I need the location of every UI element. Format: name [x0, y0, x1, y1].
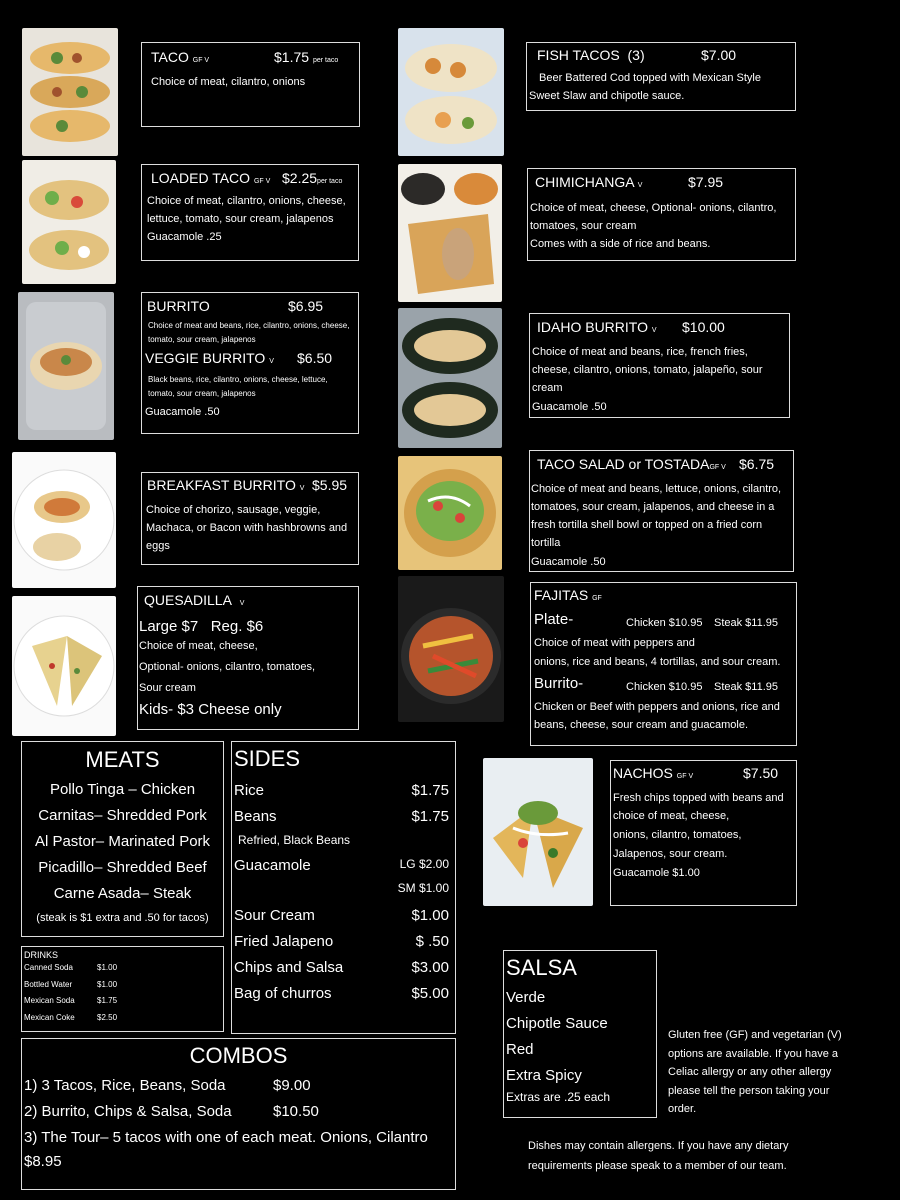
fajitas-burrito-steak-price: Steak $11.95	[714, 681, 779, 693]
fish-tacos-photo	[398, 28, 504, 156]
item-price: $2.25	[282, 170, 318, 186]
dietary-tags: GF V	[192, 57, 210, 64]
idaho-burrito-photo	[398, 308, 502, 448]
dietary-tags: V	[651, 327, 657, 334]
guacamole-addon: Guacamole $1.00	[613, 867, 700, 879]
sides-title: SIDES	[234, 746, 301, 771]
guacamole-addon: Guacamole .50	[532, 401, 607, 413]
item-price: $7.50	[743, 765, 779, 781]
combo-price: $8.95	[24, 1153, 62, 1170]
salsa-item: Chipotle Sauce	[506, 1015, 608, 1032]
guacamole-addon: Guacamole .50	[531, 556, 606, 568]
drink-row	[24, 963, 221, 980]
item-description: Choice of meat, cheese, Optional- onions, cilantro, tomatoes, sour cream	[530, 202, 777, 232]
item-description: Choice of meat and beans, rice, cilantro, onions, cheese, tomato, sour cream, jalapenos	[148, 321, 350, 344]
drink-price: $2.50	[97, 1012, 118, 1022]
item-name: TACO	[151, 49, 189, 65]
fajitas-plate-description-cont: onions, rice and beans, 4 tortillas, and sour cream.	[534, 656, 781, 668]
salsa-item: Verde	[506, 989, 546, 1006]
dietary-tags: V	[269, 358, 274, 365]
quesadilla-box	[137, 586, 359, 730]
fajitas-plate-description: Choice of meat with peppers and	[534, 637, 695, 649]
guacamole-addon: Guacamole .25	[147, 231, 222, 243]
item-price: $1.75	[274, 49, 310, 65]
side-price: $ .50	[415, 933, 449, 950]
item-name: FISH TACOS (3)	[537, 47, 645, 63]
idaho-burrito-box	[529, 313, 790, 418]
quesadilla-sizes: Large $7 Reg. $6	[139, 618, 264, 635]
combo-price: $10.50	[273, 1103, 319, 1120]
item-name: TACO SALAD or TOSTADA	[537, 456, 710, 472]
item-name: BURRITO	[147, 298, 210, 314]
dietary-tags: V	[299, 485, 305, 492]
drinks-title: DRINKS	[24, 950, 59, 960]
item-price: $6.95	[288, 298, 324, 314]
side-price: LG $2.00	[399, 857, 449, 871]
side-name: Guacamole	[234, 857, 311, 874]
item-price: $7.00	[701, 47, 737, 63]
drink-name: Bottled Water	[24, 979, 73, 989]
fajitas-burrito-description: Chicken or Beef with peppers and onions, rice and beans, cheese, sour cream and guacamole.	[534, 701, 780, 731]
meats-title: MEATS	[85, 747, 160, 772]
meat-item: Pollo Tinga – Chicken	[49, 781, 196, 798]
breakfast-burrito-box	[141, 472, 359, 565]
burrito-box	[141, 292, 359, 434]
fajitas-plate-chicken-price: Chicken $10.95	[626, 617, 703, 629]
fish-tacos-box	[526, 42, 796, 111]
item-name: BREAKFAST BURRITO	[147, 477, 296, 493]
kids-option: Kids- $3 Cheese only	[139, 701, 282, 718]
item-name: LOADED TACO	[151, 170, 251, 186]
drink-price: $1.00	[97, 963, 118, 972]
salsa-item: Red	[506, 1041, 534, 1058]
nachos-box	[610, 760, 797, 906]
sides-box	[231, 741, 456, 1034]
item-options: Optional- onions, cilantro, tomatoes,	[139, 661, 316, 673]
item-price: $5.95	[312, 477, 348, 493]
item-description: Beer Battered Cod topped with Mexican Style Sweet Slaw and chipotle sauce.	[529, 72, 761, 102]
combo-item: 1) 3 Tacos, Rice, Beans, Soda	[24, 1077, 226, 1094]
item-price: $7.95	[688, 174, 724, 190]
fajitas-burrito-label: Burrito-	[534, 675, 584, 692]
side-name: Beans	[234, 808, 277, 825]
item-name: CHIMICHANGA	[535, 174, 634, 190]
side-price: SM $1.00	[397, 881, 449, 895]
item-description: Choice of meat, cilantro, onions, cheese, lettuce, tomato, sour cream, jalapenos	[147, 195, 346, 225]
item-description: Fresh chips topped with beans and choice of meat, cheese,	[613, 792, 784, 822]
side-price: $1.75	[411, 782, 449, 799]
combo-price: $9.00	[273, 1077, 311, 1094]
item-description-cont2: Jalapenos, sour cream.	[613, 848, 728, 860]
fajitas-burrito-chicken-price: Chicken $10.95	[626, 681, 703, 693]
combos-box	[21, 1038, 456, 1190]
veggie-burrito-name: VEGGIE BURRITO	[145, 350, 266, 366]
dietary-tags: GF V	[709, 464, 726, 471]
loaded-taco-photo	[22, 160, 116, 284]
side-price: $3.00	[411, 959, 449, 976]
drink-price: $1.75	[97, 996, 118, 1005]
drinks-box	[21, 946, 224, 1032]
side-name: Bag of churros	[234, 985, 332, 1002]
veggie-burrito-description: Black beans, rice, cilantro, onions, cheese, lettuce, tomato, sour cream, jalapenos	[148, 375, 328, 398]
side-name: Rice	[234, 782, 265, 799]
nachos-photo	[483, 758, 593, 906]
drink-name: Mexican Soda	[24, 996, 75, 1005]
side-name: Chips and Salsa	[234, 959, 344, 976]
veggie-burrito-price: $6.50	[297, 350, 333, 366]
item-description: Choice of meat, cilantro, onions	[151, 76, 306, 88]
dietary-options-note: Gluten free (GF) and vegetarian (V) options are available. If you have a Celiac allergy or any other allergy please tell the person taking your order.	[668, 1029, 842, 1115]
burrito-photo	[18, 292, 114, 440]
beans-note: Refried, Black Beans	[238, 833, 351, 847]
chimichanga-box	[527, 168, 796, 261]
salsa-box	[503, 950, 657, 1118]
side-name: Sour Cream	[234, 907, 315, 924]
taco-salad-photo	[398, 456, 502, 570]
meats-box	[21, 741, 224, 937]
chimichanga-photo	[398, 164, 502, 302]
side-name: Fried Jalapeno	[234, 933, 334, 950]
item-description: Choice of meat and beans, rice, french fries, cheese, cilantro, onions, tomato, jalapeño, sour cream	[532, 346, 763, 394]
item-price: $10.00	[682, 319, 725, 335]
dietary-tags: GF	[592, 595, 602, 602]
side-price: $1.75	[411, 808, 449, 825]
side-price: $1.00	[411, 907, 449, 924]
combo-item: 3) The Tour– 5 tacos with one of each meat. Onions, Cilantro	[24, 1129, 428, 1146]
meats-note: (steak is $1 extra and .50 for tacos)	[36, 912, 209, 924]
dietary-tags: GF V	[253, 178, 271, 185]
quesadilla-photo	[12, 596, 116, 736]
dietary-tags: V	[637, 182, 643, 189]
salsa-item: Extra Spicy	[506, 1067, 582, 1084]
drink-name: Mexican Coke	[24, 1012, 75, 1022]
dietary-tags: GF V	[676, 773, 694, 780]
meat-item: Al Pastor– Marinated Pork	[34, 833, 211, 850]
item-name: FAJITAS	[534, 587, 589, 603]
taco-box	[141, 42, 360, 127]
item-description: Choice of meat and beans, lettuce, onions, cilantro, tomatoes, sour cream, jalapenos, and cheese in a fresh tortilla shell bowl or topped on a fried corn tortilla	[531, 483, 782, 549]
fajitas-plate-steak-price: Steak $11.95	[714, 617, 779, 629]
drink-price: $1.00	[97, 979, 118, 989]
taco-salad-box	[529, 450, 794, 572]
drink-name: Canned Soda	[24, 963, 73, 972]
guacamole-addon: Guacamole .50	[145, 406, 220, 418]
dietary-tags: V	[239, 600, 245, 607]
item-description-cont: onions, cilantro, tomatoes,	[613, 829, 742, 841]
item-name: QUESADILLA	[144, 592, 232, 608]
price-unit: per taco	[317, 178, 343, 185]
item-description: Choice of meat, cheese,	[139, 640, 258, 652]
loaded-taco-box	[141, 164, 359, 261]
item-name: NACHOS	[613, 765, 673, 781]
drink-row	[24, 1013, 221, 1030]
breakfast-burrito-photo	[12, 452, 116, 588]
item-side-note: Comes with a side of rice and beans.	[530, 238, 711, 250]
side-price: $5.00	[411, 985, 449, 1002]
tacos-photo	[22, 28, 118, 156]
fajitas-plate-label: Plate-	[534, 611, 574, 628]
item-price: $6.75	[739, 456, 775, 472]
item-name: IDAHO BURRITO	[537, 319, 648, 335]
allergen-note: Dishes may contain allergens. If you have any dietary requirements please speak to a member of our team.	[528, 1140, 789, 1172]
fajitas-box	[530, 582, 797, 746]
salsa-extras-note: Extras are .25 each	[506, 1090, 611, 1104]
combos-title: COMBOS	[189, 1043, 288, 1068]
item-description: Choice of chorizo, sausage, veggie, Machaca, or Bacon with hashbrowns and eggs	[146, 504, 348, 552]
drink-row	[24, 980, 221, 997]
meat-item: Carne Asada– Steak	[53, 885, 192, 902]
combo-item: 2) Burrito, Chips & Salsa, Soda	[24, 1103, 232, 1120]
item-options-cont: Sour cream	[139, 682, 196, 694]
price-unit: per taco	[312, 57, 339, 64]
drink-row	[24, 996, 221, 1013]
meat-item: Carnitas– Shredded Pork	[38, 807, 207, 824]
fajitas-photo	[398, 576, 504, 722]
meat-item: Picadillo– Shredded Beef	[38, 859, 207, 876]
salsa-title: SALSA	[506, 955, 577, 980]
